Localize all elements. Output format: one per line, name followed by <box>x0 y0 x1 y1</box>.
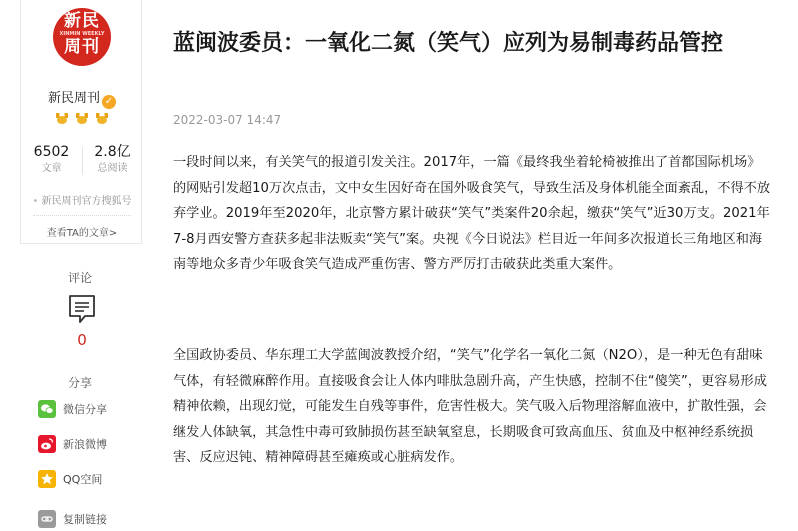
qzone-icon <box>38 470 56 488</box>
dot-icon: • <box>32 196 42 207</box>
author-badges <box>21 110 143 129</box>
card-divider <box>33 215 131 216</box>
logo-text-bottom: 周刊 <box>64 37 100 57</box>
verified-icon: ✓ <box>102 95 116 109</box>
provider-label <box>21 192 143 207</box>
wechat-icon <box>38 400 56 418</box>
author-card <box>20 0 142 244</box>
crown-badge-icon <box>55 113 69 125</box>
article-paragraph: 全国政协委员、华东理工大学蓝闽波教授介绍，“笑气”化学名一氧化二氮（N2O），是一种无色有甜味气体，有轻微麻醉作用。直接吸食会让人体内啡肽急剧升高，产生快感，控制不住“傻笑”，更容易形成精神依赖，出现幻觉，可能发生自残等事件，危害性极大。笑气吸入后物理溶解血液中，扩散性强，会继发人体缺氧，其急性中毒可致肺损伤甚至缺氧窒息，长期吸食可致高血压、贫血及中枢神经系统损害、反应迟钝、精神障碍甚至瘫痪或心脏病发作。 <box>173 348 767 465</box>
share-item-label: QQ空间 <box>63 473 103 486</box>
weibo-icon <box>38 435 56 453</box>
article-date: 2022-03-07 14:47 <box>173 113 282 127</box>
stat-reads <box>82 143 143 177</box>
logo-text-top: 新民 <box>64 11 100 31</box>
author-stats <box>21 143 143 179</box>
stat-value: 6502 <box>33 144 70 160</box>
share-item-label: 微信分享 <box>63 403 107 416</box>
see-articles-link[interactable]: 查看TA的文章> <box>46 228 118 239</box>
author-name[interactable]: 新民周刊 <box>47 91 100 106</box>
stat-articles <box>21 143 82 177</box>
provider-text: 新民周刊官方搜狐号 <box>41 196 132 207</box>
left-sidebar <box>0 0 155 531</box>
share-item-label: 复制链接 <box>63 513 107 526</box>
share-label: 分享 <box>68 376 93 390</box>
author-name-row <box>21 87 143 109</box>
stat-label: 文章 <box>41 163 62 174</box>
comment-icon[interactable] <box>68 294 96 324</box>
comment-label: 评论 <box>68 271 93 285</box>
crown-badge-icon <box>75 113 89 125</box>
share-item-label: 新浪微博 <box>63 438 107 451</box>
stat-label: 总阅读 <box>97 163 128 174</box>
article-paragraph: 一段时间以来，有关笑气的报道引发关注。2017年，一篇《最终我坐着轮椅被推出了首都国际机场》的网贴引发超10万次点击，文中女生因好奇在国外吸食笑气，导致生活及身体机能全面紊乱，不得不放弃学业。2019年至2020年，北京警方累计破获“笑气”类案件20余起，缴获“笑气”近30万支。2021年7-8月西安警方查获多起非法贩卖“笑气”案。央视《今日说法》栏目近一年间多次报道长三角地区和海南等地众多青少年吸食笑气造成严重伤害、警方严厉打击破获此类重大案件。 <box>173 155 771 272</box>
comment-count[interactable]: 0 <box>77 331 87 349</box>
author-logo[interactable] <box>53 8 111 66</box>
article-title: 蓝闽波委员：一氧化二氮（笑气）应列为易制毒药品管控 <box>173 31 724 56</box>
link-icon <box>38 510 56 528</box>
stat-value: 2.8亿 <box>94 144 131 160</box>
crown-badge-icon <box>95 113 109 125</box>
logo-text-mid: XINMIN WEEKLY <box>59 31 105 37</box>
